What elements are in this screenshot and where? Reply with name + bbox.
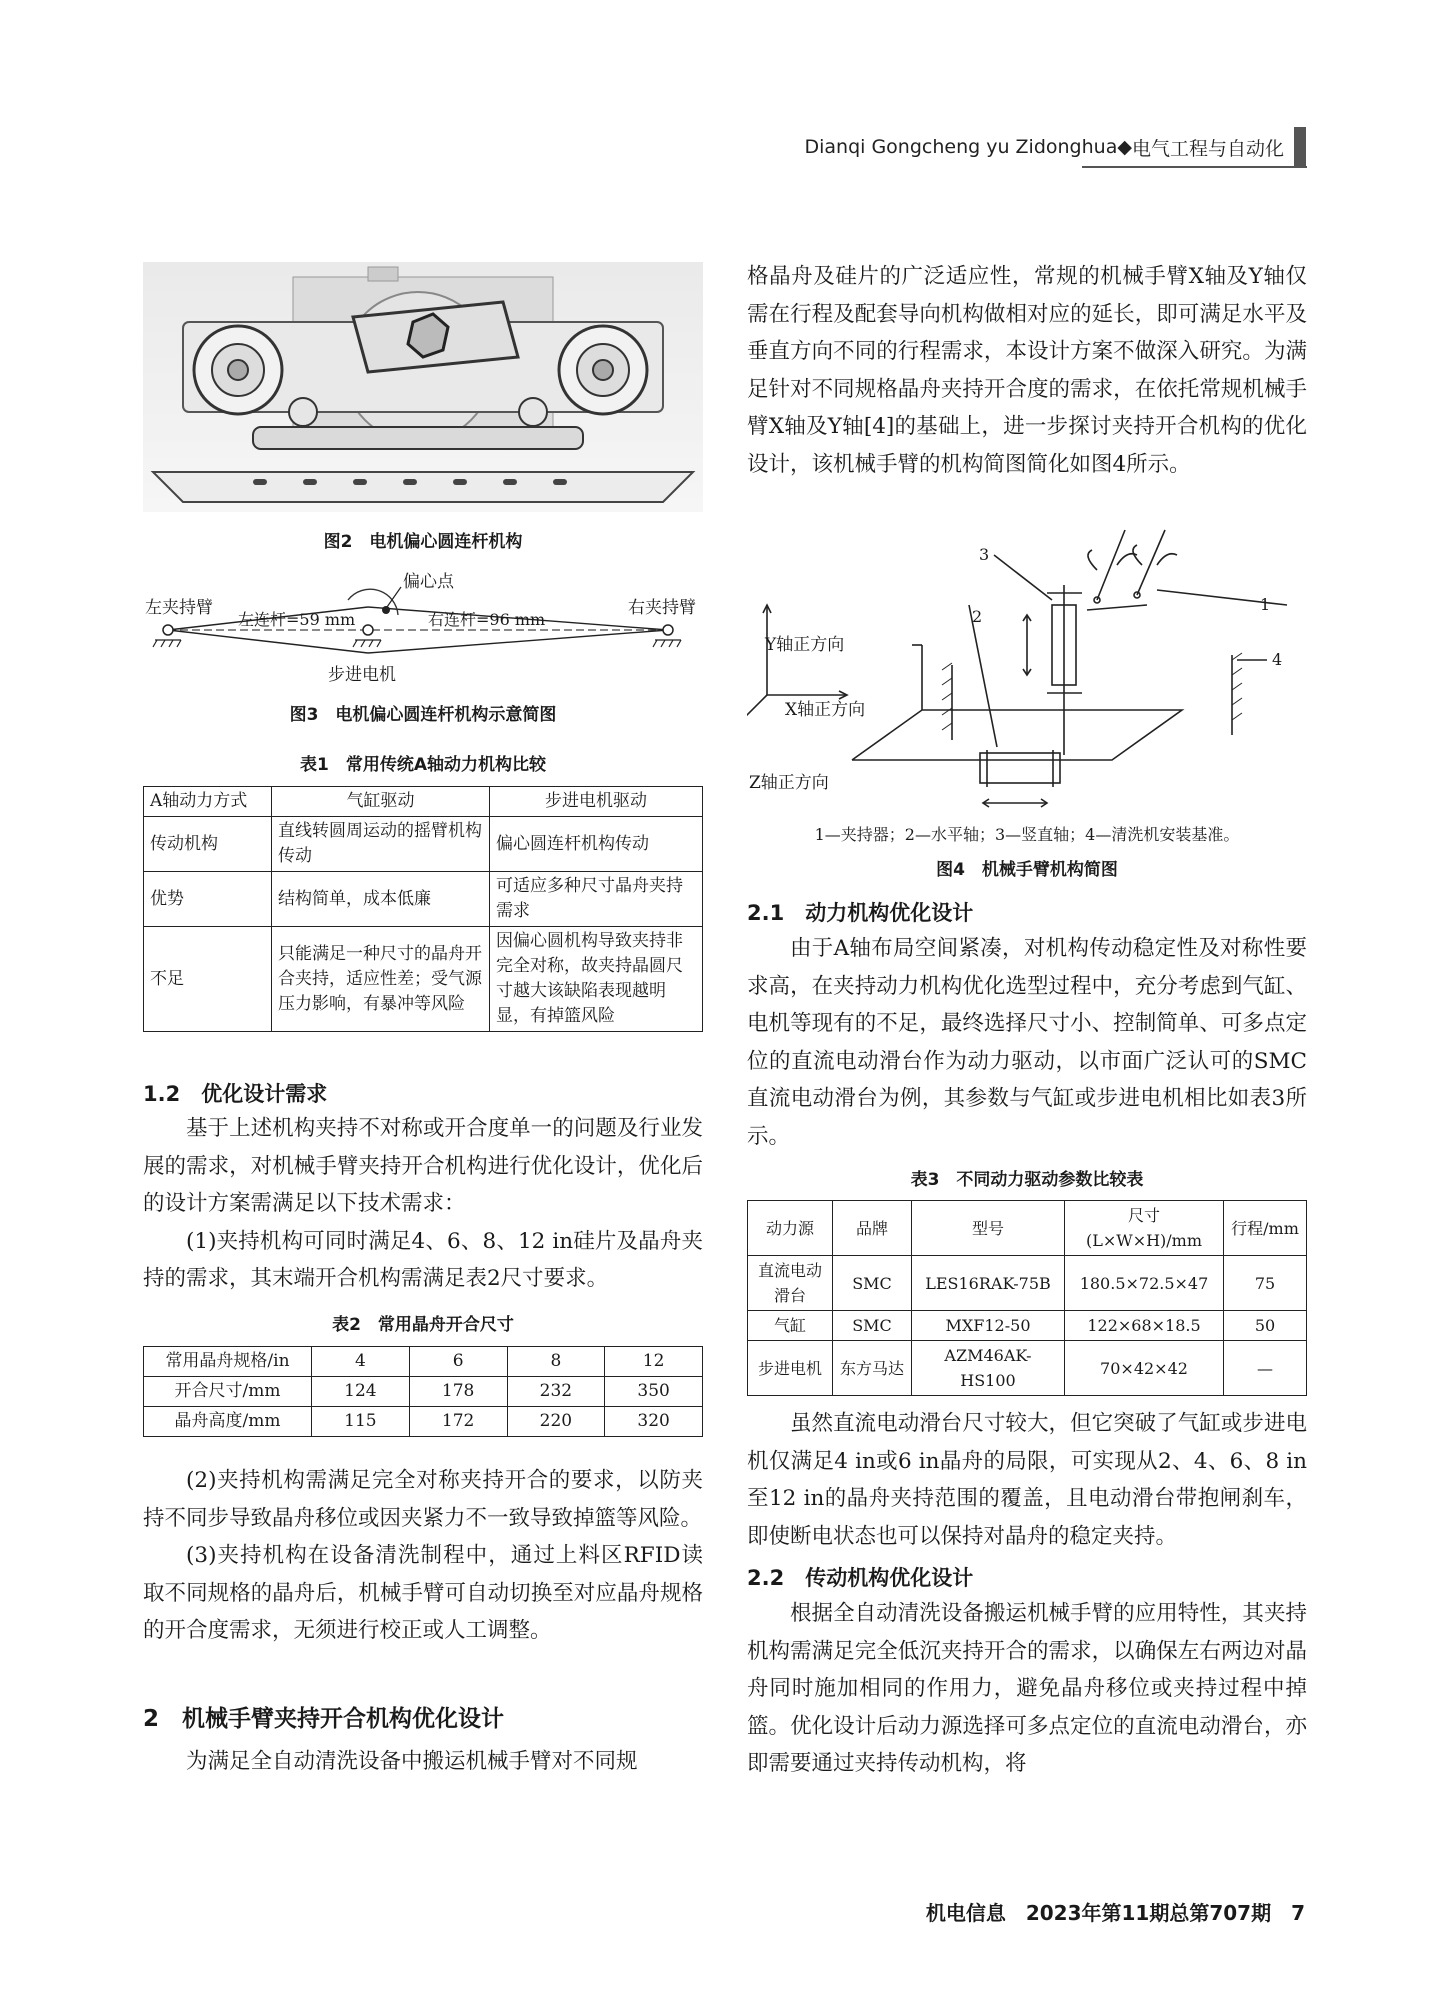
table-cell: 350: [605, 1377, 703, 1407]
table-cell: 75: [1224, 1256, 1307, 1311]
table-cell: MXF12-50: [912, 1311, 1065, 1341]
figure-2-caption: 图2 电机偏心圆连杆机构: [323, 532, 523, 552]
table-cell: 因偏心圆机构导致夹持非完全对称，故夹持晶圆尺寸越大该缺陷表现越明显，有掉篮风险: [490, 927, 703, 1032]
table-cell: 步进电机: [748, 1341, 833, 1396]
section-2-title: 2 机械手臂夹持开合机构优化设计: [143, 1706, 505, 1732]
fig3-eccentric-label: 偏心点: [403, 572, 454, 592]
journal-chinese: 电气工程与自动化: [1131, 137, 1284, 160]
table-cell: 12: [605, 1347, 703, 1377]
fig4-x-axis-label: X轴正方向: [785, 700, 866, 720]
fig4-label-1: 1: [1260, 595, 1271, 614]
table-cell: 320: [605, 1407, 703, 1437]
table-row: [144, 927, 703, 1032]
table-2: [143, 1346, 703, 1437]
table-cell: 动力源: [748, 1201, 833, 1256]
table-cell: 行程/mm: [1224, 1201, 1307, 1256]
table-cell: 传动机构: [144, 817, 272, 872]
journal-pinyin: Dianqi Gongcheng yu Zidonghua: [804, 136, 1118, 158]
section-2-1-title: 2.1 动力机构优化设计: [747, 901, 974, 925]
table-cell: 尺寸(L×W×H)/mm: [1065, 1201, 1224, 1256]
paragraph: 虽然直流电动滑台尺寸较大，但它突破了气缸或步进电机仅满足4 in或6 in晶舟的局限，可实现从2、4、6、8 in至12 in的晶舟夹持范围的覆盖，且电动滑台带抱闸刹车，即使断电状态也可以保持对晶舟的稳定夹持。: [747, 1411, 1307, 1549]
table-row: [144, 787, 703, 817]
table-cell: —: [1224, 1341, 1307, 1396]
table-row: [144, 1377, 703, 1407]
table-cell: 直线转圆周运动的摇臂机构传动: [272, 817, 490, 872]
table-cell: 型号: [912, 1201, 1065, 1256]
table-cell: 常用晶舟规格/in: [144, 1347, 312, 1377]
table-cell: 8: [507, 1347, 605, 1377]
fig3-left-arm-label: 左夹持臂: [145, 598, 213, 618]
table-cell: 优势: [144, 872, 272, 927]
fig4-y-axis-label: Y轴正方向: [765, 635, 845, 655]
table-cell: 可适应多种尺寸晶舟夹持需求: [490, 872, 703, 927]
paragraph: 根据全自动清洗设备搬运机械手臂的应用特性，其夹持机构需满足完全低沉夹持开合的需求，以确保左右两边对晶舟同时施加相同的作用力，避免晶舟移位或夹持过程中掉篮。优化设计后动力源选择可多点定位的直流电动滑台，亦即需要通过夹持传动机构，将: [747, 1601, 1307, 1776]
table-cell: 122×68×18.5: [1065, 1311, 1224, 1341]
table-cell: 不足: [144, 927, 272, 1032]
header-rule: [1082, 166, 1307, 168]
running-header: [804, 127, 1306, 167]
section-2-2-title: 2.2 传动机构优化设计: [747, 1566, 974, 1590]
figure-2-image: [143, 262, 703, 512]
table-cell: 178: [409, 1377, 507, 1407]
paragraph: 为满足全自动清洗设备中搬运机械手臂对不同规: [186, 1749, 638, 1774]
table-cell: 172: [409, 1407, 507, 1437]
table-row: [144, 1347, 703, 1377]
table-row: [748, 1341, 1307, 1396]
table-cell: 直流电动滑台: [748, 1256, 833, 1311]
table-cell: 只能满足一种尺寸的晶舟开合夹持，适应性差；受气源压力影响，有暴冲等风险: [272, 927, 490, 1032]
figure-4-diagram: [747, 525, 1307, 815]
fig4-z-axis-label: Z轴正方向: [749, 773, 829, 793]
table-cell: LES16RAK-75B: [912, 1256, 1065, 1311]
table-cell: 220: [507, 1407, 605, 1437]
figure-3-caption: 图3 电机偏心圆连杆机构示意简图: [289, 705, 557, 725]
table-row: [144, 872, 703, 927]
table-cell: 晶舟高度/mm: [144, 1407, 312, 1437]
header-bar: [1294, 127, 1306, 167]
table-cell: 115: [312, 1407, 410, 1437]
table-cell: 70×42×42: [1065, 1341, 1224, 1396]
table-cell: 180.5×72.5×47: [1065, 1256, 1224, 1311]
table-row: [748, 1256, 1307, 1311]
table-cell: 开合尺寸/mm: [144, 1377, 312, 1407]
fig3-motor-label: 步进电机: [328, 665, 396, 685]
paragraph: (2)夹持机构需满足完全对称夹持开合的要求，以防夹持不同步导致晶舟移位或因夹紧力不一致导致掉篮等风险。: [143, 1468, 703, 1531]
table-cell: 232: [507, 1377, 605, 1407]
paragraph: (1)夹持机构可同时满足4、6、8、12 in硅片及晶舟夹持的需求，其末端开合机构需满足表2尺寸要求。: [143, 1228, 703, 1291]
robot-arm-schematic: [747, 525, 1307, 815]
table-1: [143, 786, 703, 1032]
fig3-right-arm-label: 右夹持臂: [628, 598, 696, 618]
table-cell: 东方马达: [833, 1341, 912, 1396]
table-cell: 偏心圆连杆机构传动: [490, 817, 703, 872]
table-cell: 气缸驱动: [272, 787, 490, 817]
table-row: [144, 817, 703, 872]
table-cell: 50: [1224, 1311, 1307, 1341]
table-cell: 4: [312, 1347, 410, 1377]
diamond-icon: ◆: [1117, 136, 1132, 158]
table-row: [748, 1201, 1307, 1256]
table-cell: AZM46AK-HS100: [912, 1341, 1065, 1396]
table-cell: 124: [312, 1377, 410, 1407]
table-cell: SMC: [833, 1256, 912, 1311]
table-cell: 品牌: [833, 1201, 912, 1256]
table-cell: 结构简单，成本低廉: [272, 872, 490, 927]
page-footer: 机电信息 2023年第11期总第707期 7: [925, 1901, 1305, 1925]
fig4-label-3: 3: [979, 545, 990, 564]
table-cell: 气缸: [748, 1311, 833, 1341]
table-3: [747, 1200, 1307, 1396]
table-1-caption: 表1 常用传统A轴动力机构比较: [300, 755, 546, 775]
paragraph: 基于上述机构夹持不对称或开合度单一的问题及行业发展的需求，对机械手臂夹持开合机构进行优化设计，优化后的设计方案需满足以下技术需求：: [143, 1116, 703, 1216]
paragraph: (3)夹持机构在设备清洗制程中，通过上料区RFID读取不同规格的晶舟后，机械手臂可自动切换至对应晶舟规格的开合度需求，无须进行校正或人工调整。: [143, 1543, 703, 1643]
table-row: [748, 1311, 1307, 1341]
fig4-label-2: 2: [972, 607, 983, 626]
table-cell: A轴动力方式: [144, 787, 272, 817]
table-cell: 6: [409, 1347, 507, 1377]
paragraph: 由于A轴布局空间紧凑，对机构传动稳定性及对称性要求高，在夹持动力机构优化选型过程中，充分考虑到气缸、电机等现有的不足，最终选择尺寸小、控制简单、可多点定位的直流电动滑台作为动力驱动，以市面广泛认可的SMC直流电动滑台为例，其参数与气缸或步进电机相比如表3所示。: [747, 936, 1307, 1149]
figure-4-caption: 图4 机械手臂机构简图: [936, 860, 1118, 880]
figure-4-legend: 1—夹持器；2—水平轴；3—竖直轴；4—清洗机安装基准。: [814, 825, 1240, 844]
eccentric-link-render: [143, 262, 703, 512]
table-row: [144, 1407, 703, 1437]
section-1-2-title: 1.2 优化设计需求: [143, 1082, 328, 1106]
table-cell: SMC: [833, 1311, 912, 1341]
paragraph: 格晶舟及硅片的广泛适应性，常规的机械手臂X轴及Y轴仅需在行程及配套导向机构做相对应的延长，即可满足水平及垂直方向不同的行程需求，本设计方案不做深入研究。为满足针对不同规格晶舟夹持开合度的需求，在依托常规机械手臂X轴及Y轴[4]的基础上，进一步探讨夹持开合机构的优化设计，该机械手臂的机构简图简化如图4所示。: [747, 264, 1307, 477]
figure-3-diagram: [143, 565, 703, 685]
fig4-label-4: 4: [1272, 650, 1283, 669]
table-cell: 步进电机驱动: [490, 787, 703, 817]
table-3-caption: 表3 不同动力驱动参数比较表: [910, 1170, 1144, 1190]
fig3-left-link-label: 左连杆=59 mm: [238, 610, 356, 629]
fig3-right-link-label: 右连杆=96 mm: [428, 610, 546, 629]
table-2-caption: 表2 常用晶舟开合尺寸: [332, 1315, 514, 1335]
